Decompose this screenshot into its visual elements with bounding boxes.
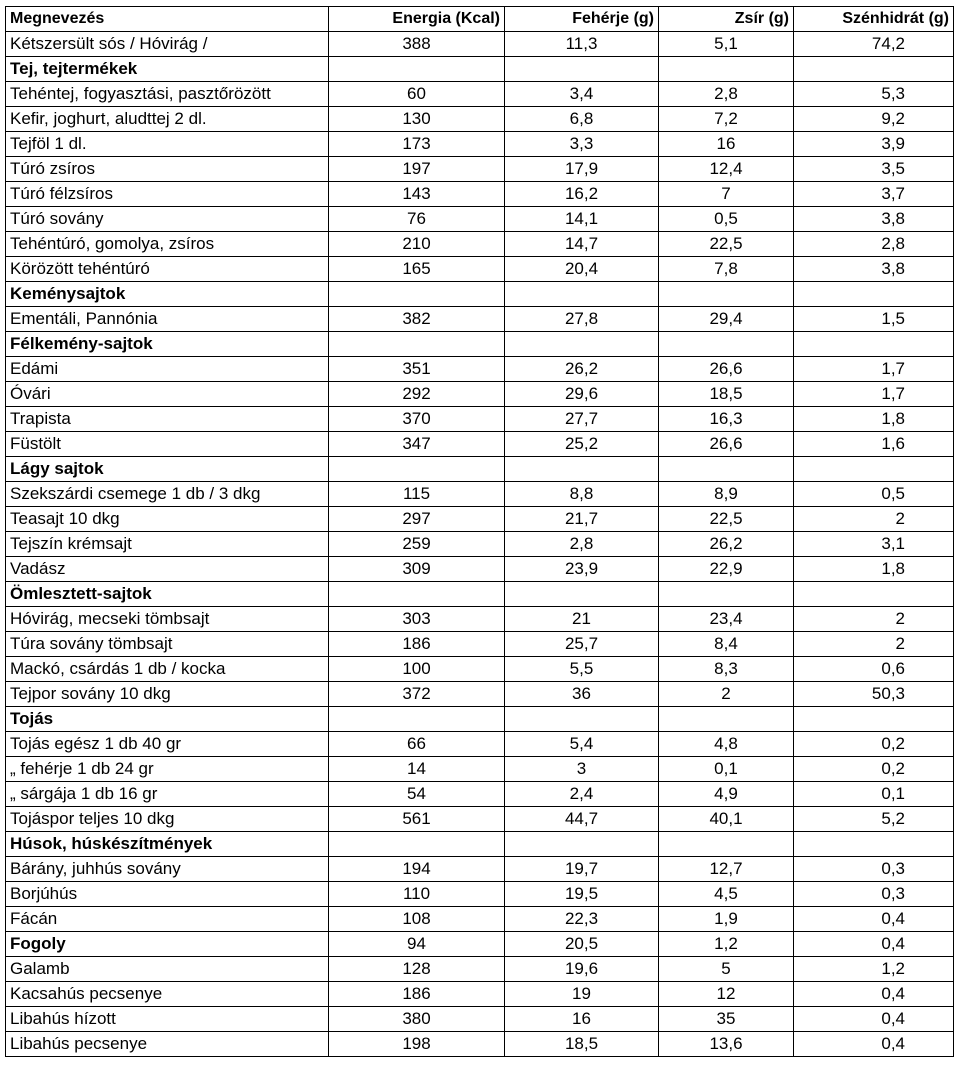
category-row	[6, 57, 954, 82]
energy-value: 351	[329, 357, 505, 382]
food-name: Teasajt 10 dkg	[6, 507, 329, 532]
energy-value: 198	[329, 1032, 505, 1057]
energy-value: 186	[329, 982, 505, 1007]
table-row	[6, 307, 954, 332]
fat-value: 26,2	[659, 532, 794, 557]
empty-cell	[505, 332, 659, 357]
empty-cell	[794, 332, 954, 357]
table-row	[6, 1032, 954, 1057]
energy-value: 143	[329, 182, 505, 207]
empty-cell	[329, 582, 505, 607]
fat-value: 35	[659, 1007, 794, 1032]
table-row	[6, 407, 954, 432]
table-row	[6, 682, 954, 707]
header-row	[6, 7, 954, 32]
table-row	[6, 382, 954, 407]
food-name: Mackó, csárdás 1 db / kocka	[6, 657, 329, 682]
empty-cell	[505, 282, 659, 307]
fat-value: 1,9	[659, 907, 794, 932]
carbohydrate-value: 1,6	[794, 432, 954, 457]
food-name: Füstölt	[6, 432, 329, 457]
fat-value: 7	[659, 182, 794, 207]
energy-value: 561	[329, 807, 505, 832]
energy-value: 380	[329, 1007, 505, 1032]
food-name: Kacsahús pecsenye	[6, 982, 329, 1007]
carbohydrate-value: 0,6	[794, 657, 954, 682]
food-name: Tejpor sovány 10 dkg	[6, 682, 329, 707]
empty-cell	[505, 832, 659, 857]
protein-value: 20,4	[505, 257, 659, 282]
carbohydrate-value: 5,2	[794, 807, 954, 832]
protein-value: 6,8	[505, 107, 659, 132]
fat-value: 26,6	[659, 357, 794, 382]
food-name: Trapista	[6, 407, 329, 432]
food-name: Tojáspor teljes 10 dkg	[6, 807, 329, 832]
table-row	[6, 607, 954, 632]
fat-value: 23,4	[659, 607, 794, 632]
energy-value: 76	[329, 207, 505, 232]
empty-cell	[505, 457, 659, 482]
energy-value: 309	[329, 557, 505, 582]
protein-value: 36	[505, 682, 659, 707]
table-row	[6, 82, 954, 107]
column-header-energy: Energia (Kcal)	[329, 7, 505, 32]
fat-value: 7,8	[659, 257, 794, 282]
food-name: Túró sovány	[6, 207, 329, 232]
energy-value: 60	[329, 82, 505, 107]
table-row	[6, 957, 954, 982]
nutrition-table	[5, 6, 954, 1057]
table-row	[6, 1007, 954, 1032]
fat-value: 12	[659, 982, 794, 1007]
table-row	[6, 882, 954, 907]
table-row	[6, 132, 954, 157]
carbohydrate-value: 3,9	[794, 132, 954, 157]
food-name: Vadász	[6, 557, 329, 582]
energy-value: 210	[329, 232, 505, 257]
empty-cell	[329, 332, 505, 357]
category-label: Húsok, húskészítmények	[6, 832, 329, 857]
table-row	[6, 757, 954, 782]
fat-value: 12,7	[659, 857, 794, 882]
protein-value: 19	[505, 982, 659, 1007]
carbohydrate-value: 3,8	[794, 257, 954, 282]
carbohydrate-value: 0,2	[794, 732, 954, 757]
protein-value: 25,7	[505, 632, 659, 657]
table-row	[6, 932, 954, 957]
protein-value: 18,5	[505, 1032, 659, 1057]
fat-value: 26,6	[659, 432, 794, 457]
carbohydrate-value: 3,8	[794, 207, 954, 232]
protein-value: 5,5	[505, 657, 659, 682]
empty-cell	[794, 707, 954, 732]
carbohydrate-value: 0,4	[794, 907, 954, 932]
carbohydrate-value: 0,3	[794, 882, 954, 907]
table-row	[6, 157, 954, 182]
fat-value: 18,5	[659, 382, 794, 407]
food-name: Tehéntej, fogyasztási, pasztőrözött	[6, 82, 329, 107]
protein-value: 14,7	[505, 232, 659, 257]
food-name: Ementáli, Pannónia	[6, 307, 329, 332]
energy-value: 110	[329, 882, 505, 907]
protein-value: 11,3	[505, 32, 659, 57]
energy-value: 66	[329, 732, 505, 757]
protein-value: 17,9	[505, 157, 659, 182]
table-row	[6, 432, 954, 457]
carbohydrate-value: 5,3	[794, 82, 954, 107]
protein-value: 27,7	[505, 407, 659, 432]
protein-value: 22,3	[505, 907, 659, 932]
carbohydrate-value: 2	[794, 507, 954, 532]
fat-value: 4,8	[659, 732, 794, 757]
category-label: Félkemény-sajtok	[6, 332, 329, 357]
carbohydrate-value: 1,7	[794, 382, 954, 407]
food-name: Tojás egész 1 db 40 gr	[6, 732, 329, 757]
table-row	[6, 657, 954, 682]
table-row	[6, 357, 954, 382]
protein-value: 26,2	[505, 357, 659, 382]
category-label: Keménysajtok	[6, 282, 329, 307]
category-label: Ömlesztett-sajtok	[6, 582, 329, 607]
food-name: Edámi	[6, 357, 329, 382]
food-name: „ sárgája 1 db 16 gr	[6, 782, 329, 807]
empty-cell	[329, 707, 505, 732]
table-row	[6, 32, 954, 57]
protein-value: 3,3	[505, 132, 659, 157]
protein-value: 21,7	[505, 507, 659, 532]
empty-cell	[659, 57, 794, 82]
carbohydrate-value: 2	[794, 607, 954, 632]
protein-value: 16	[505, 1007, 659, 1032]
carbohydrate-value: 0,4	[794, 1032, 954, 1057]
empty-cell	[329, 832, 505, 857]
food-name: Libahús pecsenye	[6, 1032, 329, 1057]
table-row	[6, 632, 954, 657]
carbohydrate-value: 3,7	[794, 182, 954, 207]
table-row	[6, 107, 954, 132]
carbohydrate-value: 2	[794, 632, 954, 657]
fat-value: 40,1	[659, 807, 794, 832]
food-name: Túró félzsíros	[6, 182, 329, 207]
energy-value: 259	[329, 532, 505, 557]
protein-value: 2,4	[505, 782, 659, 807]
protein-value: 5,4	[505, 732, 659, 757]
energy-value: 388	[329, 32, 505, 57]
protein-value: 25,2	[505, 432, 659, 457]
table-row	[6, 557, 954, 582]
table-row	[6, 532, 954, 557]
column-header-carbohydrate: Szénhidrát (g)	[794, 7, 954, 32]
table-row	[6, 857, 954, 882]
fat-value: 12,4	[659, 157, 794, 182]
category-row	[6, 582, 954, 607]
fat-value: 2,8	[659, 82, 794, 107]
carbohydrate-value: 0,4	[794, 982, 954, 1007]
food-name: Túró zsíros	[6, 157, 329, 182]
column-header-fat: Zsír (g)	[659, 7, 794, 32]
protein-value: 16,2	[505, 182, 659, 207]
fat-value: 13,6	[659, 1032, 794, 1057]
energy-value: 14	[329, 757, 505, 782]
column-header-name: Megnevezés	[6, 7, 329, 32]
fat-value: 8,4	[659, 632, 794, 657]
energy-value: 292	[329, 382, 505, 407]
carbohydrate-value: 0,4	[794, 1007, 954, 1032]
protein-value: 29,6	[505, 382, 659, 407]
empty-cell	[794, 282, 954, 307]
table-row	[6, 807, 954, 832]
energy-value: 370	[329, 407, 505, 432]
empty-cell	[505, 57, 659, 82]
empty-cell	[505, 582, 659, 607]
fat-value: 2	[659, 682, 794, 707]
category-row	[6, 832, 954, 857]
category-label: Lágy sajtok	[6, 457, 329, 482]
energy-value: 372	[329, 682, 505, 707]
column-header-protein: Fehérje (g)	[505, 7, 659, 32]
table-row	[6, 232, 954, 257]
empty-cell	[329, 57, 505, 82]
table-row	[6, 982, 954, 1007]
energy-value: 297	[329, 507, 505, 532]
empty-cell	[794, 457, 954, 482]
empty-cell	[659, 582, 794, 607]
carbohydrate-value: 0,4	[794, 932, 954, 957]
empty-cell	[659, 832, 794, 857]
energy-value: 197	[329, 157, 505, 182]
category-row	[6, 707, 954, 732]
protein-value: 3	[505, 757, 659, 782]
table-row	[6, 907, 954, 932]
food-name: Óvári	[6, 382, 329, 407]
fat-value: 16	[659, 132, 794, 157]
carbohydrate-value: 3,5	[794, 157, 954, 182]
energy-value: 186	[329, 632, 505, 657]
energy-value: 128	[329, 957, 505, 982]
protein-value: 44,7	[505, 807, 659, 832]
energy-value: 347	[329, 432, 505, 457]
category-label: Tej, tejtermékek	[6, 57, 329, 82]
carbohydrate-value: 1,2	[794, 957, 954, 982]
category-row	[6, 457, 954, 482]
carbohydrate-value: 74,2	[794, 32, 954, 57]
fat-value: 8,3	[659, 657, 794, 682]
empty-cell	[505, 707, 659, 732]
carbohydrate-value: 1,8	[794, 407, 954, 432]
empty-cell	[659, 282, 794, 307]
food-name: Hóvirág, mecseki tömbsajt	[6, 607, 329, 632]
protein-value: 27,8	[505, 307, 659, 332]
empty-cell	[329, 457, 505, 482]
category-row	[6, 282, 954, 307]
carbohydrate-value: 0,1	[794, 782, 954, 807]
energy-value: 54	[329, 782, 505, 807]
food-name: Kefir, joghurt, aludttej 2 dl.	[6, 107, 329, 132]
empty-cell	[659, 707, 794, 732]
fat-value: 0,5	[659, 207, 794, 232]
fat-value: 8,9	[659, 482, 794, 507]
empty-cell	[794, 832, 954, 857]
empty-cell	[794, 57, 954, 82]
empty-cell	[329, 282, 505, 307]
fat-value: 4,5	[659, 882, 794, 907]
energy-value: 173	[329, 132, 505, 157]
fat-value: 7,2	[659, 107, 794, 132]
energy-value: 100	[329, 657, 505, 682]
table-body	[6, 32, 954, 1057]
carbohydrate-value: 0,3	[794, 857, 954, 882]
food-name: Fácán	[6, 907, 329, 932]
category-row	[6, 332, 954, 357]
table-row	[6, 257, 954, 282]
table-row	[6, 507, 954, 532]
fat-value: 5,1	[659, 32, 794, 57]
food-name: Galamb	[6, 957, 329, 982]
protein-value: 20,5	[505, 932, 659, 957]
food-name: Túra sovány tömbsajt	[6, 632, 329, 657]
protein-value: 19,6	[505, 957, 659, 982]
fat-value: 1,2	[659, 932, 794, 957]
fat-value: 4,9	[659, 782, 794, 807]
carbohydrate-value: 1,5	[794, 307, 954, 332]
food-name: Bárány, juhhús sovány	[6, 857, 329, 882]
category-label: Tojás	[6, 707, 329, 732]
protein-value: 23,9	[505, 557, 659, 582]
fat-value: 22,9	[659, 557, 794, 582]
energy-value: 94	[329, 932, 505, 957]
energy-value: 303	[329, 607, 505, 632]
food-name: „ fehérje 1 db 24 gr	[6, 757, 329, 782]
food-name: Kétszersült sós / Hóvirág /	[6, 32, 329, 57]
fat-value: 0,1	[659, 757, 794, 782]
carbohydrate-value: 50,3	[794, 682, 954, 707]
energy-value: 130	[329, 107, 505, 132]
fat-value: 22,5	[659, 507, 794, 532]
carbohydrate-value: 1,8	[794, 557, 954, 582]
food-name: Tejföl 1 dl.	[6, 132, 329, 157]
food-name: Borjúhús	[6, 882, 329, 907]
fat-value: 22,5	[659, 232, 794, 257]
protein-value: 14,1	[505, 207, 659, 232]
energy-value: 115	[329, 482, 505, 507]
fat-value: 29,4	[659, 307, 794, 332]
energy-value: 382	[329, 307, 505, 332]
empty-cell	[659, 332, 794, 357]
carbohydrate-value: 3,1	[794, 532, 954, 557]
protein-value: 8,8	[505, 482, 659, 507]
food-name: Libahús hízott	[6, 1007, 329, 1032]
empty-cell	[794, 582, 954, 607]
food-name: Szekszárdi csemege 1 db / 3 dkg	[6, 482, 329, 507]
carbohydrate-value: 9,2	[794, 107, 954, 132]
carbohydrate-value: 2,8	[794, 232, 954, 257]
protein-value: 2,8	[505, 532, 659, 557]
food-name: Fogoly	[6, 932, 329, 957]
energy-value: 108	[329, 907, 505, 932]
protein-value: 19,7	[505, 857, 659, 882]
fat-value: 5	[659, 957, 794, 982]
table-row	[6, 732, 954, 757]
protein-value: 19,5	[505, 882, 659, 907]
energy-value: 194	[329, 857, 505, 882]
carbohydrate-value: 0,2	[794, 757, 954, 782]
table-row	[6, 482, 954, 507]
empty-cell	[659, 457, 794, 482]
table-row	[6, 182, 954, 207]
protein-value: 3,4	[505, 82, 659, 107]
energy-value: 165	[329, 257, 505, 282]
carbohydrate-value: 1,7	[794, 357, 954, 382]
table-row	[6, 207, 954, 232]
fat-value: 16,3	[659, 407, 794, 432]
table-row	[6, 782, 954, 807]
food-name: Tehéntúró, gomolya, zsíros	[6, 232, 329, 257]
food-name: Körözött tehéntúró	[6, 257, 329, 282]
carbohydrate-value: 0,5	[794, 482, 954, 507]
food-name: Tejszín krémsajt	[6, 532, 329, 557]
protein-value: 21	[505, 607, 659, 632]
